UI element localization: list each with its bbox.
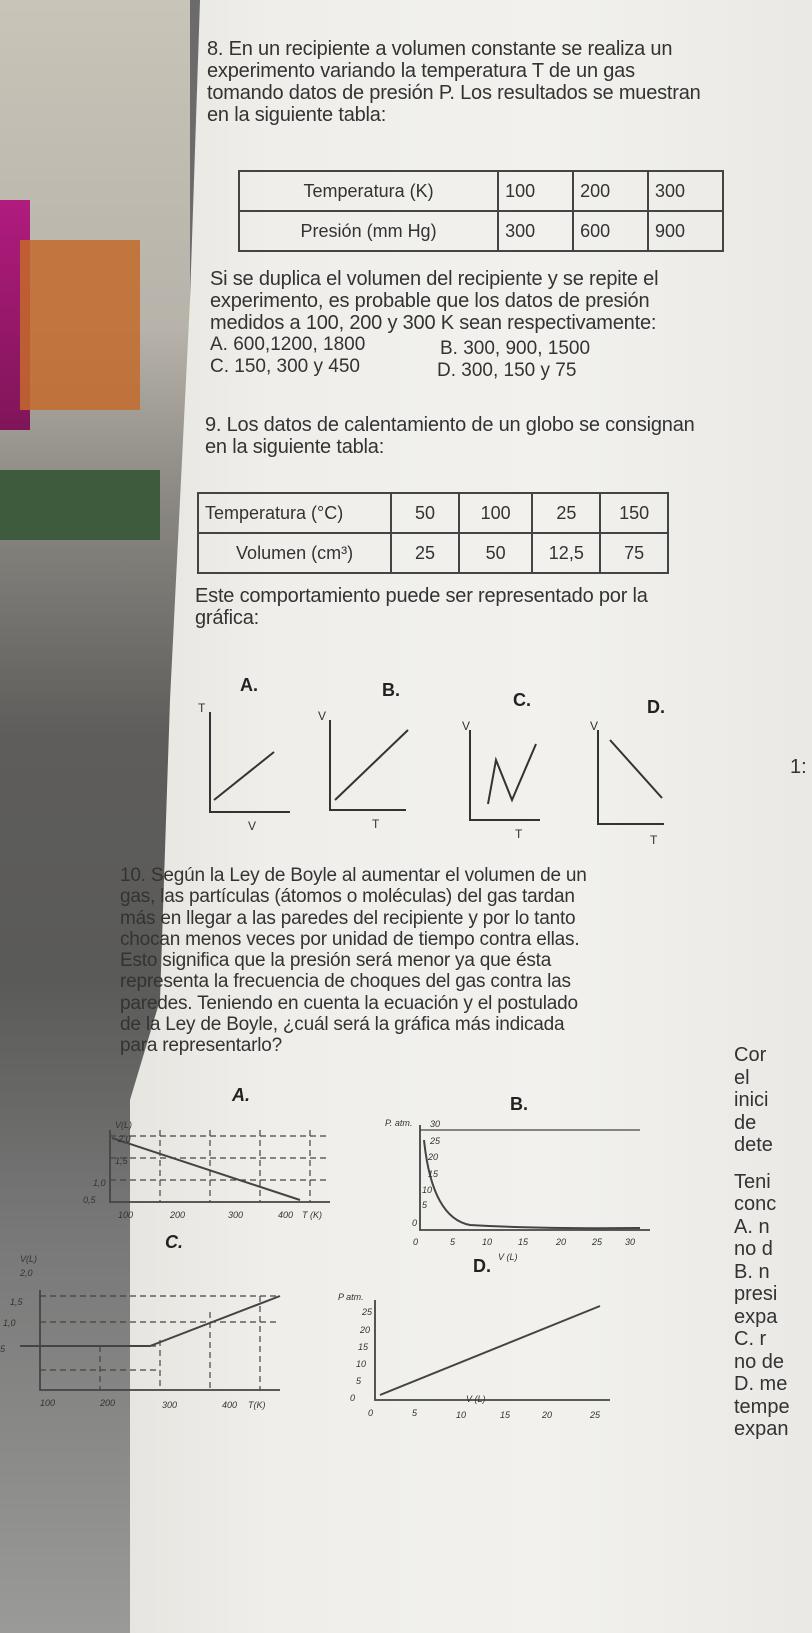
tick: 400 [278,1210,294,1220]
tick: 20 [542,1410,553,1420]
q8-option-b: B. 300, 900, 1500 [440,338,591,359]
q9-graph-c-ylabel: V [462,719,471,733]
q9-graphs [190,700,800,860]
q9-graph-b-line [335,730,408,800]
tick: 25 [430,1136,441,1146]
side-fragment: inici [734,1089,769,1111]
tick: 5 [422,1200,428,1210]
side-fragment: Cor [734,1044,767,1066]
q10-graph-a-ylabel: V(L) [115,1120,133,1130]
q9-cell: 12,5 [532,533,600,573]
tick: 1,0 [3,1318,16,1328]
q10-graph-b-axes [420,1125,650,1230]
tick: 25 [362,1307,373,1317]
q9-cell: Temperatura (°C) [198,493,391,533]
q9-table [197,492,669,574]
tick: 10 [456,1410,467,1420]
side-fragment: tempe [734,1395,790,1418]
tick: 200 [170,1210,186,1220]
q9-graph-a-label: A. [240,675,258,695]
side-fragment: expa [734,1305,778,1328]
q10-graph-b-ylabel: P. atm. [385,1118,413,1128]
tick: 25 [590,1410,601,1420]
q9-cell: 25 [391,533,459,573]
tick: 0 [413,1237,419,1247]
q10-graph-a-line [112,1138,300,1200]
side-fragment: conc [734,1193,777,1215]
q9-followup: Este comportamiento puede ser representado por la gráfica: [195,585,648,629]
q10-graph-c-xlabel: T(K) [248,1400,266,1410]
q10-graph-b-label: B. [510,1094,528,1114]
q10-text: 10. Según la Ley de Boyle al aumentar el volumen de un gas, las partículas (átomos o moléculas) del gas tardan más en llegar a las paredes del recipiente y por lo tanto chocan menos veces por unidad de tiempo contra ellas. Esto significa que la presión será menor ya que ésta representa la frecuencia de choques del gas contra las paredes. Teniendo en cuenta la ecuación y el postulado de la Ley de Boyle, ¿cuál será la gráfica más indicada para representarlo? [120,865,587,1057]
background-orange-object [20,240,140,410]
tick: 100 [118,1210,134,1220]
q10-graph-c-ylabel: V(L) [20,1254,38,1264]
tick: 20 [360,1325,371,1335]
background-green-object [0,470,160,540]
q9-graph-c-line [488,744,536,804]
tick: 1,0 [93,1178,106,1188]
tick: 15 [358,1342,369,1352]
q9-graph-d-label: D. [647,697,665,717]
q10-graph-b-line [424,1140,640,1228]
q9-graph-b-ylabel: V [318,709,327,723]
q9-graph-b-axes [330,720,406,810]
q10-graph-d-label: D. [473,1256,491,1276]
tick: 10 [482,1237,493,1247]
tick: 1,5 [10,1297,23,1307]
tick: 20 [556,1237,567,1247]
q9-cell: Volumen (cm³) [198,533,391,573]
q8-cell: 200 [573,171,648,211]
tick: 2,0 [118,1134,131,1144]
tick: 0 [350,1393,356,1403]
tick: 30 [430,1119,441,1129]
q10-graph-a-axes [110,1130,330,1202]
q9-cell: 50 [391,493,459,533]
q9-graph-a-axes [210,712,290,812]
side-fragment: expan [734,1418,789,1440]
tick: 300 [162,1400,178,1410]
q8-cell: 900 [648,211,723,251]
tick: 200 [100,1398,116,1408]
q10-graph-d-xlabel: V (L) [466,1394,486,1404]
q10-graph-c-grid-v [100,1296,260,1390]
tick: 15 [428,1169,439,1179]
tick: 5 [450,1237,456,1247]
q8-cell: Temperatura (K) [239,171,498,211]
q8-cell: 600 [573,211,648,251]
q9-graph-b-xlabel: T [372,817,380,831]
q9-graph-c-xlabel: T [515,827,523,841]
q9-graph-d-ylabel: V [590,719,599,733]
side-fragment: Teni [734,1170,771,1193]
q9-cell: 150 [600,493,668,533]
tick: 0 [412,1218,418,1228]
side-fragment: D. me [734,1373,788,1395]
tick: 300 [228,1210,244,1220]
q8-option-a: A. 600,1200, 1800 [210,334,366,355]
q8-cell: 300 [648,171,723,211]
q10-graph-c-line [20,1296,280,1346]
tick: 2,0 [20,1268,33,1278]
side-fragment: A. n [734,1215,770,1238]
q8-table [238,170,724,252]
q9-cell: 25 [532,493,600,533]
q9-graph-a-xlabel: V [248,819,257,833]
q8-option-d: D. 300, 150 y 75 [437,360,577,381]
side-fragments-column [734,1044,790,1441]
tick: 15 [518,1237,529,1247]
q9-graph-d-axes [598,730,664,824]
q9-graph-d-line [610,740,662,798]
q10-graph-c-label: C. [165,1232,183,1252]
side-fragment: de [734,1111,757,1134]
side-fragment: C. r [734,1328,767,1350]
q10-graph-a-xlabel: T (K) [302,1210,322,1220]
side-fragment: no de [734,1350,785,1373]
q10-graphs [0,1100,760,1420]
side-fragment: presi [734,1283,778,1305]
q10-graph-a-label: A. [232,1085,250,1105]
tick: 0,5 [83,1195,96,1205]
tick: 1,5 [115,1156,128,1166]
tick: 30 [625,1237,636,1247]
q8-option-c: C. 150, 300 y 450 [210,356,360,377]
q9-graph-a-line [214,752,274,800]
side-fragment: el [734,1066,750,1089]
q9-cell: 100 [459,493,533,533]
q8-cell: 100 [498,171,573,211]
q8-followup: Si se duplica el volumen del recipiente y se repite el experimento, es probable que los datos de presión medidos a 100, 200 y 300 K sean respectivamente: [210,268,659,334]
q10-graph-a-grid-v [160,1130,310,1202]
side-fragment: B. n [734,1260,770,1283]
q9-graph-d-xlabel: T [650,833,658,847]
q10-graph-d-line [380,1306,600,1395]
q9-cell: 50 [459,533,533,573]
tick: 5 [0,1344,6,1354]
q9-graph-c-label: C. [513,690,531,710]
q10-graph-b-xlabel: V (L) [498,1252,518,1262]
tick: 400 [222,1400,238,1410]
tick: 0 [368,1408,374,1418]
side-fragment: 1: [790,756,807,778]
q9-graph-b-label: B. [382,680,400,700]
q9-cell: 75 [600,533,668,573]
q10-graph-c-grid [40,1296,280,1370]
tick: 5 [356,1376,362,1386]
tick: 15 [500,1410,511,1420]
side-fragment: dete [734,1134,773,1156]
q9-graph-c-axes [470,730,540,820]
q9-graph-a-ylabel: T [198,701,206,715]
tick: 20 [428,1152,439,1162]
tick: 5 [412,1408,418,1418]
tick: 100 [40,1398,56,1408]
tick: 10 [422,1185,433,1195]
tick: 10 [356,1359,367,1369]
q9-text: 9. Los datos de calentamiento de un globo se consignan en la siguiente tabla: [205,414,695,458]
side-fragment: no d [734,1238,773,1260]
q10-graph-d-ylabel: P atm. [338,1292,364,1302]
q8-cell: Presión (mm Hg) [239,211,498,251]
q8-text: 8. En un recipiente a volumen constante se realiza un experimento variando la temperatura T de un gas tomando datos de presión P. Los resultados se muestran en la siguiente tabla: [207,38,701,126]
tick: 25 [592,1237,603,1247]
q8-cell: 300 [498,211,573,251]
